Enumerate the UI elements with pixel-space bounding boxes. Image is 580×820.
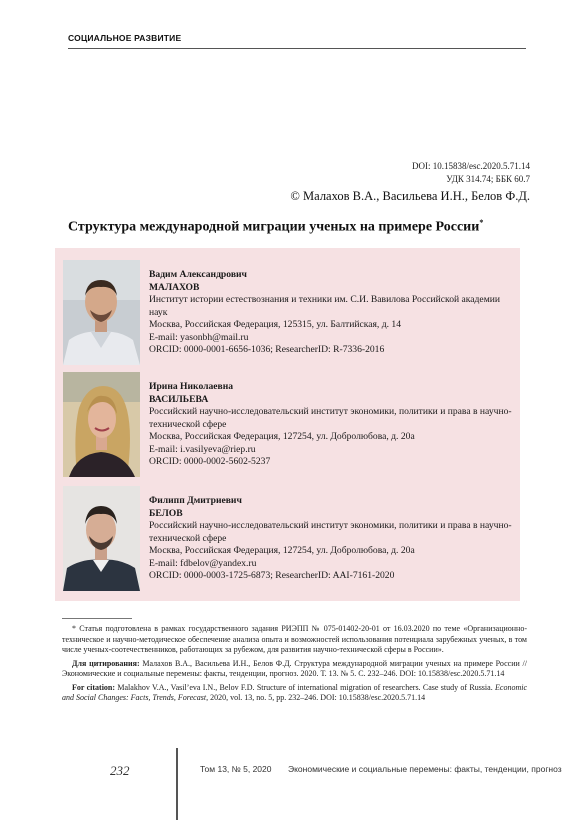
article-title — [68, 218, 538, 236]
citation-en — [62, 683, 527, 704]
author-affiliation: Российский научно-исследовательский институт экономики, политики и права в научно-технической сфере — [149, 406, 512, 430]
udk-bbk: УДК 314.74; ББК 60.7 — [446, 173, 530, 184]
section-label: СОЦИАЛЬНОЕ РАЗВИТИЕ — [68, 33, 182, 43]
author-first-name: Вадим Александрович — [149, 269, 247, 280]
author-photo-man-1 — [63, 260, 140, 365]
citation-ru — [62, 659, 527, 680]
author-email: E-mail: i.vasilyeva@riep.ru — [149, 443, 256, 455]
author-ids: ORCID: 0000-0003-1725-6873; ResearcherID: AAI-7161-2020 — [149, 570, 395, 581]
author-last-name: МАЛАХОВ — [149, 281, 200, 293]
author-ids: ORCID: 0000-0001-6656-1036; ResearcherID: R-7336-2016 — [149, 344, 385, 355]
doi: DOI: 10.15838/esc.2020.5.71.14 — [412, 161, 530, 171]
header-rule — [68, 48, 526, 49]
footnote-mark: * — [479, 218, 484, 227]
footnote-rule — [62, 618, 132, 619]
author-affiliation: Российский научно-исследовательский институт экономики, политики и права в научно-технической сфере — [149, 520, 512, 544]
funding-note: * Статья подготовлена в рамках государственного задания РИЭПП № 075-01402-20-01 от 16.03.2020 по теме «Организационно-техническое и научно-методическое обеспечение анализа опыта и возможностей использования потенциала зарубежных ученых, в том числе ученых-соотечественников, работающих за рубежом, для развития научно-технической сферы в России». — [62, 624, 527, 654]
article-meta — [290, 160, 530, 204]
author-email: E-mail: yasonbh@mail.ru — [149, 331, 249, 343]
author-first-name: Ирина Николаевна — [149, 381, 234, 392]
footer-divider — [176, 748, 178, 820]
article-title-text: Структура международной миграции ученых на примере России — [68, 219, 480, 235]
author-info — [149, 381, 514, 469]
author-address: Москва, Российская Федерация, 125315, ул. Балтийская, д. 14 — [149, 319, 401, 330]
author-info — [149, 269, 514, 357]
citation-en-journal: Economic and Social Changes: Facts, Trends, Forecast — [62, 682, 528, 702]
citation-en-text: Malakhov V.A., Vasil’eva I.N., Belov F.D. Structure of international migration of researchers. Case study of Russia. — [117, 682, 493, 692]
author-affiliation: Институт истории естествознания и техники им. С.И. Вавилова Российской академии наук — [149, 294, 501, 318]
citation-en-label: For citation: — [72, 682, 116, 692]
footer-journal: Экономические и социальные перемены: факты, тенденции, прогноз — [288, 764, 562, 774]
citation-en-details: , 2020, vol. 13, no. 5, pp. 232–246. DOI: 10.15838/esc.2020.5.71.14 — [206, 693, 426, 702]
author-info — [149, 495, 514, 583]
footnotes — [62, 624, 527, 707]
author-last-name: ВАСИЛЬЕВА — [149, 393, 209, 405]
author-address: Москва, Российская Федерация, 127254, ул. Добролюбова, д. 20а — [149, 545, 415, 556]
author-photo-man-2 — [63, 486, 140, 591]
page-number: 232 — [110, 763, 130, 778]
author-photo-woman — [63, 372, 140, 477]
author-address: Москва, Российская Федерация, 127254, ул. Добролюбова, д. 20а — [149, 431, 415, 442]
footer-issue: Том 13, № 5, 2020 — [200, 764, 272, 774]
authors-box — [55, 248, 520, 601]
author-first-name: Филипп Дмитриевич — [149, 495, 242, 506]
citation-ru-label: Для цитирования: — [72, 658, 140, 668]
author-ids: ORCID: 0000-0002-5602-5237 — [149, 456, 271, 467]
copyright-line: © Малахов В.А., Васильева И.Н., Белов Ф.Д. — [290, 189, 530, 203]
citation-ru-text: Малахов В.А., Васильева И.Н., Белов Ф.Д. Структура международной миграции ученых на примере России // Экономические и социальные перемены: факты, тенденции, прогноз. 2020. Т. 13. № 5. С. 232–246. DOI: 10.15838/esc.2020.5.71.14 — [62, 658, 528, 678]
author-email: E-mail: fdbelov@yandex.ru — [149, 557, 257, 569]
author-last-name: БЕЛОВ — [149, 507, 183, 519]
